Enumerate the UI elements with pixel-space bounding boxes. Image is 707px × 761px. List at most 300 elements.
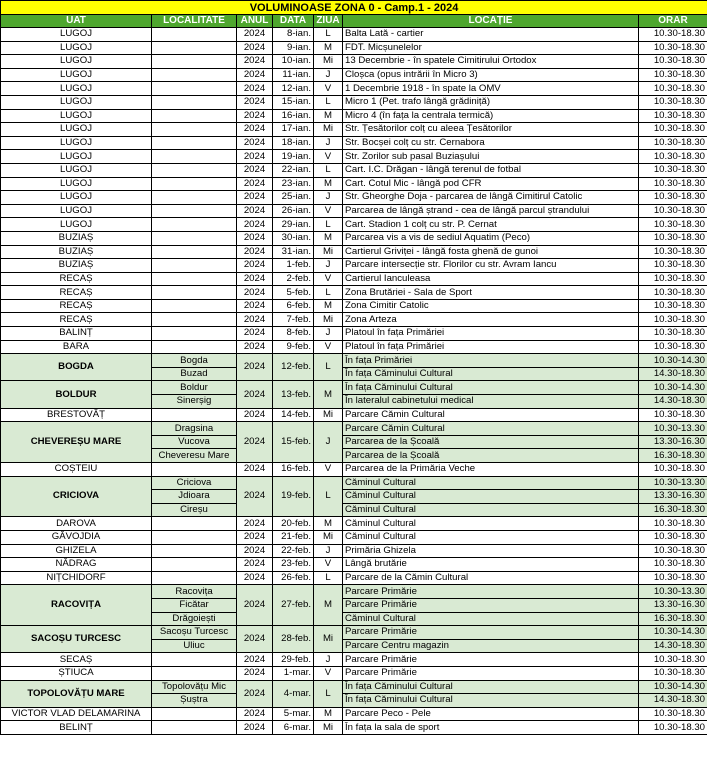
localitate-cell <box>152 544 237 558</box>
table-row <box>1 558 707 572</box>
localitate-cell: Topolovățu Mic <box>152 680 237 694</box>
date-cell: 27-feb. <box>273 585 314 626</box>
day-cell: M <box>314 231 343 245</box>
day-cell: J <box>314 327 343 341</box>
orar-cell: 10.30-18.30 <box>639 517 707 531</box>
localitate-cell <box>152 313 237 327</box>
localitate-cell: Uliuc <box>152 639 237 653</box>
table-row <box>1 82 707 96</box>
locatie-cell: Căminul Cultural <box>343 517 639 531</box>
orar-cell: 10.30-14.30 <box>639 626 707 640</box>
localitate-cell <box>152 231 237 245</box>
day-cell: V <box>314 150 343 164</box>
orar-cell: 10.30-14.30 <box>639 381 707 395</box>
localitate-cell <box>152 191 237 205</box>
orar-cell: 10.30-18.30 <box>639 340 707 354</box>
uat-cell: RACOVIȚA <box>1 585 152 626</box>
localitate-cell <box>152 55 237 69</box>
localitate-cell: Racovița <box>152 585 237 599</box>
localitate-cell: Criciova <box>152 476 237 490</box>
header-data: DATA <box>273 15 314 28</box>
date-cell: 15-feb. <box>273 422 314 463</box>
date-cell: 9-ian. <box>273 41 314 55</box>
localitate-cell <box>152 123 237 137</box>
locatie-cell: Lângă brutărie <box>343 558 639 572</box>
table-row <box>1 463 707 477</box>
uat-cell: RECAȘ <box>1 299 152 313</box>
table-row <box>1 123 707 137</box>
table-row <box>1 408 707 422</box>
locatie-cell: În lateralul cabinetului medical <box>343 395 639 409</box>
localitate-cell <box>152 177 237 191</box>
localitate-cell <box>152 245 237 259</box>
locatie-cell: Cart. Cotul Mic - lângă pod CFR <box>343 177 639 191</box>
uat-cell: LUGOJ <box>1 177 152 191</box>
orar-cell: 13.30-16.30 <box>639 435 707 449</box>
orar-cell: 10.30-18.30 <box>639 408 707 422</box>
locatie-cell: Str. Țesătorilor colț cu aleea Țesătorilor <box>343 123 639 137</box>
table-row <box>1 666 707 680</box>
localitate-cell: Cireșu <box>152 503 237 517</box>
uat-cell: LUGOJ <box>1 109 152 123</box>
locatie-cell: Căminul Cultural <box>343 530 639 544</box>
date-cell: 20-feb. <box>273 517 314 531</box>
orar-cell: 10.30-14.30 <box>639 354 707 368</box>
localitate-cell <box>152 340 237 354</box>
table-row <box>1 585 707 599</box>
orar-cell: 10.30-13.30 <box>639 476 707 490</box>
uat-cell: GĂVOJDIA <box>1 530 152 544</box>
table-row <box>1 653 707 667</box>
year-cell: 2024 <box>237 245 273 259</box>
uat-cell: LUGOJ <box>1 150 152 164</box>
uat-cell: BALINȚ <box>1 327 152 341</box>
locatie-cell: Parcare Primărie <box>343 585 639 599</box>
orar-cell: 10.30-18.30 <box>639 41 707 55</box>
date-cell: 30-ian. <box>273 231 314 245</box>
localitate-cell: Bogda <box>152 354 237 368</box>
year-cell: 2024 <box>237 28 273 42</box>
locatie-cell: Micro 4 (în fața la centrala termică) <box>343 109 639 123</box>
orar-cell: 13.30-16.30 <box>639 598 707 612</box>
table-row <box>1 245 707 259</box>
localitate-cell: Dragsina <box>152 422 237 436</box>
year-cell: 2024 <box>237 463 273 477</box>
date-cell: 12-feb. <box>273 354 314 381</box>
date-cell: 15-ian. <box>273 95 314 109</box>
day-cell: L <box>314 476 343 517</box>
localitate-cell <box>152 82 237 96</box>
localitate-cell <box>152 163 237 177</box>
year-cell: 2024 <box>237 707 273 721</box>
locatie-cell: Primăria Ghizela <box>343 544 639 558</box>
day-cell: M <box>314 707 343 721</box>
day-cell: V <box>314 340 343 354</box>
day-cell: L <box>314 680 343 707</box>
date-cell: 25-ian. <box>273 191 314 205</box>
table-row <box>1 28 707 42</box>
day-cell: M <box>314 109 343 123</box>
locatie-cell: Parcare Primărie <box>343 666 639 680</box>
orar-cell: 10.30-18.30 <box>639 530 707 544</box>
uat-cell: LUGOJ <box>1 204 152 218</box>
date-cell: 6-mar. <box>273 721 314 735</box>
year-cell: 2024 <box>237 571 273 585</box>
uat-cell: TOPOLOVĂȚU MARE <box>1 680 152 707</box>
locatie-cell: Zona Brutăriei - Sala de Sport <box>343 286 639 300</box>
year-cell: 2024 <box>237 666 273 680</box>
year-cell: 2024 <box>237 313 273 327</box>
locatie-cell: Parcare Centru magazin <box>343 639 639 653</box>
date-cell: 21-feb. <box>273 530 314 544</box>
uat-cell: VICTOR VLAD DELAMARINA <box>1 707 152 721</box>
locatie-cell: În fața Căminului Cultural <box>343 694 639 708</box>
localitate-cell <box>152 286 237 300</box>
year-cell: 2024 <box>237 408 273 422</box>
orar-cell: 10.30-18.30 <box>639 191 707 205</box>
orar-cell: 10.30-18.30 <box>639 299 707 313</box>
year-cell: 2024 <box>237 558 273 572</box>
localitate-cell <box>152 517 237 531</box>
year-cell: 2024 <box>237 381 273 408</box>
localitate-cell: Șuștra <box>152 694 237 708</box>
localitate-cell <box>152 109 237 123</box>
locatie-cell: Str. Gheorghe Doja - parcarea de lângă Cimitirul Catolic <box>343 191 639 205</box>
uat-cell: LUGOJ <box>1 191 152 205</box>
header-orar: ORAR <box>639 15 707 28</box>
sheet-title: VOLUMINOASE ZONA 0 - Camp.1 - 2024 <box>1 1 707 15</box>
year-cell: 2024 <box>237 177 273 191</box>
day-cell: L <box>314 163 343 177</box>
uat-cell: RECAȘ <box>1 286 152 300</box>
year-cell: 2024 <box>237 626 273 653</box>
date-cell: 1-mar. <box>273 666 314 680</box>
date-cell: 16-feb. <box>273 463 314 477</box>
schedule-body <box>1 28 707 735</box>
year-cell: 2024 <box>237 354 273 381</box>
uat-cell: COȘTEIU <box>1 463 152 477</box>
locatie-cell: Parcare intersecție str. Florilor cu str. Avram Iancu <box>343 259 639 273</box>
orar-cell: 14.30-18.30 <box>639 694 707 708</box>
orar-cell: 10.30-18.30 <box>639 463 707 477</box>
locatie-cell: FDT. Micșunelelor <box>343 41 639 55</box>
year-cell: 2024 <box>237 272 273 286</box>
uat-cell: SECAȘ <box>1 653 152 667</box>
date-cell: 22-feb. <box>273 544 314 558</box>
uat-cell: BUZIAȘ <box>1 231 152 245</box>
locatie-cell: Căminul Cultural <box>343 612 639 626</box>
uat-cell: BOLDUR <box>1 381 152 408</box>
day-cell: J <box>314 544 343 558</box>
uat-cell: DAROVA <box>1 517 152 531</box>
uat-cell: LUGOJ <box>1 218 152 232</box>
localitate-cell <box>152 530 237 544</box>
year-cell: 2024 <box>237 286 273 300</box>
date-cell: 23-feb. <box>273 558 314 572</box>
orar-cell: 10.30-18.30 <box>639 571 707 585</box>
orar-cell: 10.30-13.30 <box>639 585 707 599</box>
table-row <box>1 136 707 150</box>
header-localitate: LOCALITATE <box>152 15 237 28</box>
locatie-cell: 1 Decembrie 1918 - în spate la OMV <box>343 82 639 96</box>
locatie-cell: Parcare Primărie <box>343 598 639 612</box>
orar-cell: 10.30-18.30 <box>639 204 707 218</box>
localitate-cell <box>152 68 237 82</box>
orar-cell: 10.30-18.30 <box>639 558 707 572</box>
localitate-cell <box>152 41 237 55</box>
localitate-cell: Buzad <box>152 367 237 381</box>
locatie-cell: Parcarea vis a vis de sediul Aquatim (Peco) <box>343 231 639 245</box>
locatie-cell: În fața Căminului Cultural <box>343 367 639 381</box>
day-cell: J <box>314 259 343 273</box>
orar-cell: 10.30-18.30 <box>639 544 707 558</box>
table-row <box>1 299 707 313</box>
day-cell: Mi <box>314 55 343 69</box>
locatie-cell: Parcare Primărie <box>343 626 639 640</box>
orar-cell: 10.30-18.30 <box>639 721 707 735</box>
localitate-cell <box>152 327 237 341</box>
orar-cell: 10.30-13.30 <box>639 422 707 436</box>
table-row <box>1 544 707 558</box>
day-cell: M <box>314 177 343 191</box>
table-row <box>1 55 707 69</box>
localitate-cell: Drăgoiești <box>152 612 237 626</box>
uat-cell: BRESTOVĂȚ <box>1 408 152 422</box>
date-cell: 8-ian. <box>273 28 314 42</box>
year-cell: 2024 <box>237 68 273 82</box>
orar-cell: 10.30-18.30 <box>639 707 707 721</box>
locatie-cell: Platoul în fața Primăriei <box>343 327 639 341</box>
header-locatie: LOCAȚIE <box>343 15 639 28</box>
table-row <box>1 95 707 109</box>
table-row <box>1 721 707 735</box>
table-row <box>1 476 707 490</box>
day-cell: Mi <box>314 245 343 259</box>
localitate-cell <box>152 558 237 572</box>
day-cell: Mi <box>314 530 343 544</box>
year-cell: 2024 <box>237 680 273 707</box>
locatie-cell: Zona Cimitir Catolic <box>343 299 639 313</box>
date-cell: 10-ian. <box>273 55 314 69</box>
header-ziua: ZIUA <box>314 15 343 28</box>
day-cell: M <box>314 585 343 626</box>
table-row <box>1 41 707 55</box>
uat-cell: LUGOJ <box>1 163 152 177</box>
year-cell: 2024 <box>237 136 273 150</box>
year-cell: 2024 <box>237 422 273 463</box>
date-cell: 2-feb. <box>273 272 314 286</box>
locatie-cell: Parcarea de la Școală <box>343 449 639 463</box>
uat-cell: LUGOJ <box>1 28 152 42</box>
day-cell: J <box>314 68 343 82</box>
year-cell: 2024 <box>237 150 273 164</box>
table-row <box>1 204 707 218</box>
table-row <box>1 422 707 436</box>
orar-cell: 16.30-18.30 <box>639 449 707 463</box>
table-row <box>1 231 707 245</box>
date-cell: 22-ian. <box>273 163 314 177</box>
day-cell: L <box>314 95 343 109</box>
year-cell: 2024 <box>237 544 273 558</box>
orar-cell: 10.30-18.30 <box>639 286 707 300</box>
locatie-cell: Parcare Cămin Cultural <box>343 422 639 436</box>
table-row <box>1 218 707 232</box>
table-row <box>1 177 707 191</box>
year-cell: 2024 <box>237 95 273 109</box>
year-cell: 2024 <box>237 123 273 137</box>
localitate-cell <box>152 204 237 218</box>
locatie-cell: Balta Lată - cartier <box>343 28 639 42</box>
table-row <box>1 626 707 640</box>
table-row <box>1 680 707 694</box>
orar-cell: 10.30-18.30 <box>639 163 707 177</box>
locatie-cell: Zona Arteza <box>343 313 639 327</box>
uat-cell: NĂDRAG <box>1 558 152 572</box>
orar-cell: 10.30-18.30 <box>639 653 707 667</box>
year-cell: 2024 <box>237 653 273 667</box>
localitate-cell <box>152 95 237 109</box>
year-cell: 2024 <box>237 204 273 218</box>
date-cell: 16-ian. <box>273 109 314 123</box>
uat-cell: BUZIAȘ <box>1 259 152 273</box>
locatie-cell: Cart. I.C. Drăgan - lângă terenul de fotbal <box>343 163 639 177</box>
orar-cell: 10.30-18.30 <box>639 28 707 42</box>
date-cell: 5-mar. <box>273 707 314 721</box>
locatie-cell: Căminul Cultural <box>343 503 639 517</box>
localitate-cell <box>152 299 237 313</box>
orar-cell: 10.30-18.30 <box>639 55 707 69</box>
orar-cell: 16.30-18.30 <box>639 612 707 626</box>
year-cell: 2024 <box>237 721 273 735</box>
uat-cell: LUGOJ <box>1 41 152 55</box>
orar-cell: 10.30-14.30 <box>639 680 707 694</box>
year-cell: 2024 <box>237 163 273 177</box>
uat-cell: BARA <box>1 340 152 354</box>
locatie-cell: 13 Decembrie - în spatele Cimitirului Ortodox <box>343 55 639 69</box>
year-cell: 2024 <box>237 55 273 69</box>
localitate-cell <box>152 136 237 150</box>
day-cell: V <box>314 558 343 572</box>
year-cell: 2024 <box>237 259 273 273</box>
day-cell: V <box>314 272 343 286</box>
uat-cell: BOGDA <box>1 354 152 381</box>
day-cell: V <box>314 82 343 96</box>
table-row <box>1 381 707 395</box>
localitate-cell <box>152 150 237 164</box>
year-cell: 2024 <box>237 218 273 232</box>
year-cell: 2024 <box>237 517 273 531</box>
localitate-cell <box>152 721 237 735</box>
year-cell: 2024 <box>237 231 273 245</box>
locatie-cell: Cartierul Griviței - lângă fosta ghenă de gunoi <box>343 245 639 259</box>
day-cell: L <box>314 571 343 585</box>
orar-cell: 14.30-18.30 <box>639 395 707 409</box>
date-cell: 19-ian. <box>273 150 314 164</box>
day-cell: L <box>314 286 343 300</box>
day-cell: J <box>314 422 343 463</box>
date-cell: 29-feb. <box>273 653 314 667</box>
orar-cell: 10.30-18.30 <box>639 95 707 109</box>
locatie-cell: Parcare Peco - Pele <box>343 707 639 721</box>
date-cell: 31-ian. <box>273 245 314 259</box>
uat-cell: GHIZELA <box>1 544 152 558</box>
orar-cell: 10.30-18.30 <box>639 272 707 286</box>
locatie-cell: În fața Căminului Cultural <box>343 381 639 395</box>
orar-cell: 10.30-18.30 <box>639 177 707 191</box>
date-cell: 17-ian. <box>273 123 314 137</box>
locatie-cell: Căminul Cultural <box>343 476 639 490</box>
year-cell: 2024 <box>237 299 273 313</box>
table-row <box>1 530 707 544</box>
locatie-cell: Cartierul Ianculeasa <box>343 272 639 286</box>
localitate-cell: Jdioara <box>152 490 237 504</box>
date-cell: 4-mar. <box>273 680 314 707</box>
uat-cell: LUGOJ <box>1 68 152 82</box>
localitate-cell: Sinerșig <box>152 395 237 409</box>
locatie-cell: Str. Bocșei colț cu str. Cernabora <box>343 136 639 150</box>
table-row <box>1 571 707 585</box>
day-cell: Mi <box>314 123 343 137</box>
title-row <box>1 1 707 15</box>
day-cell: Mi <box>314 626 343 653</box>
date-cell: 11-ian. <box>273 68 314 82</box>
table-row <box>1 327 707 341</box>
orar-cell: 10.30-18.30 <box>639 327 707 341</box>
orar-cell: 10.30-18.30 <box>639 231 707 245</box>
localitate-cell <box>152 463 237 477</box>
localitate-cell <box>152 218 237 232</box>
locatie-cell: Căminul Cultural <box>343 490 639 504</box>
orar-cell: 10.30-18.30 <box>639 68 707 82</box>
year-cell: 2024 <box>237 191 273 205</box>
uat-cell: NIȚCHIDORF <box>1 571 152 585</box>
year-cell: 2024 <box>237 327 273 341</box>
locatie-cell: În fața la sala de sport <box>343 721 639 735</box>
localitate-cell: Ficătar <box>152 598 237 612</box>
day-cell: M <box>314 517 343 531</box>
date-cell: 29-ian. <box>273 218 314 232</box>
table-row <box>1 707 707 721</box>
locatie-cell: Micro 1 (Pet. trafo lângă grădiniță) <box>343 95 639 109</box>
day-cell: J <box>314 191 343 205</box>
uat-cell: LUGOJ <box>1 82 152 96</box>
localitate-cell <box>152 571 237 585</box>
table-row <box>1 191 707 205</box>
day-cell: Mi <box>314 721 343 735</box>
localitate-cell: Cheveresu Mare <box>152 449 237 463</box>
orar-cell: 14.30-18.30 <box>639 639 707 653</box>
orar-cell: 10.30-18.30 <box>639 218 707 232</box>
date-cell: 19-feb. <box>273 476 314 517</box>
day-cell: V <box>314 463 343 477</box>
day-cell: M <box>314 41 343 55</box>
year-cell: 2024 <box>237 41 273 55</box>
table-row <box>1 272 707 286</box>
table-row <box>1 259 707 273</box>
localitate-cell <box>152 272 237 286</box>
uat-cell: BUZIAȘ <box>1 245 152 259</box>
localitate-cell <box>152 653 237 667</box>
day-cell: L <box>314 28 343 42</box>
year-cell: 2024 <box>237 585 273 626</box>
locatie-cell: Parcarea de la Primăria Veche <box>343 463 639 477</box>
uat-cell: LUGOJ <box>1 123 152 137</box>
table-row <box>1 163 707 177</box>
orar-cell: 14.30-18.30 <box>639 367 707 381</box>
uat-cell: LUGOJ <box>1 55 152 69</box>
day-cell: J <box>314 653 343 667</box>
orar-cell: 10.30-18.30 <box>639 109 707 123</box>
